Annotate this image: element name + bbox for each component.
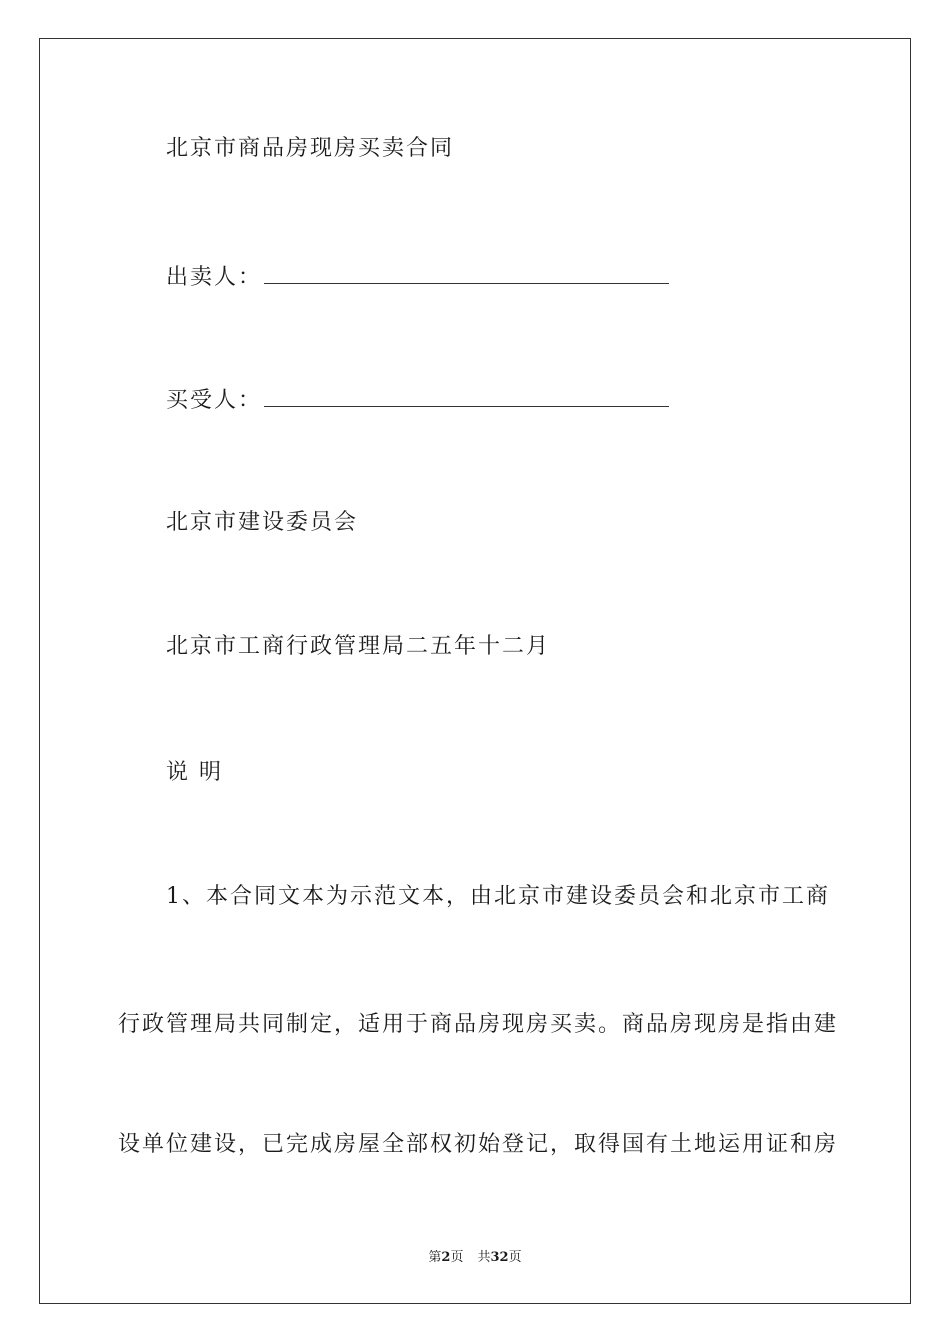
total-pages: 32 [490, 1250, 509, 1265]
paragraph-line-2: 行政管理局共同制定，适用于商品房现房买卖。商品房现房是指由建 [118, 1012, 839, 1037]
page-border [39, 38, 911, 1304]
page-prefix: 第 [428, 1250, 442, 1265]
section-title: 说 明 [166, 760, 223, 785]
paragraph-line-3: 设单位建设，已完成房屋全部权初始登记，取得国有土地运用证和房 [118, 1132, 839, 1157]
seller-blank [264, 263, 669, 284]
page-footer [0, 1250, 950, 1266]
buyer-label: 买受人： [166, 388, 263, 413]
paragraph-line-1: 1、本合同文本为示范文本，由北京市建设委员会和北京市工商 [166, 884, 830, 909]
total-prefix: 共 [477, 1250, 491, 1265]
page-suffix: 页 [450, 1250, 464, 1265]
page-number: 2 [441, 1250, 451, 1265]
contract-title: 北京市商品房现房买卖合同 [166, 136, 455, 161]
issuer-commerce-bureau: 北京市工商行政管理局二五年十二月 [166, 634, 551, 659]
issuer-construction-committee: 北京市建设委员会 [166, 510, 359, 535]
total-suffix: 页 [508, 1250, 522, 1265]
seller-line [166, 263, 669, 291]
buyer-line [166, 386, 669, 414]
buyer-blank [264, 386, 669, 407]
seller-label: 出卖人： [166, 265, 263, 290]
